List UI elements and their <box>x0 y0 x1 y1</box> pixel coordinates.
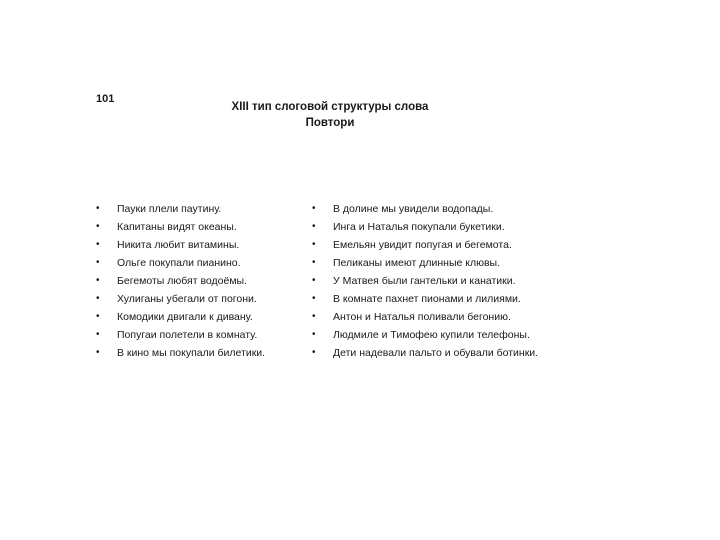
sentence-text: Капитаны видят океаны. <box>117 221 237 233</box>
sentence-text: Пауки плели паутину. <box>117 203 222 215</box>
bullet-icon: • <box>96 347 100 358</box>
sentence-text: Хулиганы убегали от погони. <box>117 293 257 305</box>
list-item <box>96 272 296 290</box>
sentence-text: Бегемоты любят водоёмы. <box>117 275 248 287</box>
list-item <box>96 308 296 326</box>
bullet-icon: • <box>96 203 100 214</box>
list-item <box>312 308 572 326</box>
bullet-icon: • <box>312 203 316 214</box>
sentence-text: Людмиле и Тимофею купили телефоны. <box>333 329 530 341</box>
page-title <box>200 99 460 131</box>
bullet-icon: • <box>96 257 100 268</box>
list-item <box>312 344 572 362</box>
bullet-icon: • <box>312 275 316 286</box>
bullet-icon: • <box>96 275 100 286</box>
list-item <box>96 326 296 344</box>
bullet-icon: • <box>96 293 100 304</box>
bullet-icon: • <box>312 347 316 358</box>
list-item <box>96 290 296 308</box>
title-line-1: XIII тип слоговой структуры слова <box>231 101 429 113</box>
sentence-text: Инга и Наталья покупали букетики. <box>333 221 505 233</box>
sentence-text: В долине мы увидели водопады. <box>333 203 494 215</box>
sentence-text: Пеликаны имеют длинные клювы. <box>333 257 501 269</box>
page-number: 101 <box>96 93 115 105</box>
list-item <box>312 326 572 344</box>
list-item <box>312 236 572 254</box>
sentence-text: Попугаи полетели в комнату. <box>117 329 258 341</box>
bullet-icon: • <box>312 257 316 268</box>
bullet-icon: • <box>312 311 316 322</box>
sentence-list-left <box>96 200 296 362</box>
sentence-text: Комодики двигали к дивану. <box>117 311 253 323</box>
bullet-icon: • <box>312 239 316 250</box>
bullet-icon: • <box>96 239 100 250</box>
sentence-list-right <box>312 200 572 362</box>
sentence-text: В кино мы покупали билетики. <box>117 347 266 359</box>
list-item <box>96 254 296 272</box>
bullet-icon: • <box>312 221 316 232</box>
bullet-icon: • <box>312 293 316 304</box>
list-item <box>312 254 572 272</box>
sentence-text: Никита любит витамины. <box>117 239 240 251</box>
sentence-text: Емельян увидит попугая и бегемота. <box>333 239 512 251</box>
list-item <box>96 200 296 218</box>
bullet-icon: • <box>96 329 100 340</box>
list-item <box>312 272 572 290</box>
sentence-text: Антон и Наталья поливали бегонию. <box>333 311 511 323</box>
sentence-text: У Матвея были гантельки и канатики. <box>333 275 516 287</box>
sentence-text: Дети надевали пальто и обували ботинки. <box>333 347 539 359</box>
sentence-text: В комнате пахнет пионами и лилиями. <box>333 293 521 305</box>
list-item <box>312 218 572 236</box>
list-item <box>312 200 572 218</box>
list-item <box>96 236 296 254</box>
bullet-icon: • <box>312 329 316 340</box>
title-line-2: Повтори <box>305 117 355 129</box>
list-item <box>96 218 296 236</box>
bullet-icon: • <box>96 221 100 232</box>
list-item <box>96 344 296 362</box>
sentence-text: Ольге покупали пианино. <box>117 257 241 269</box>
list-item <box>312 290 572 308</box>
bullet-icon: • <box>96 311 100 322</box>
